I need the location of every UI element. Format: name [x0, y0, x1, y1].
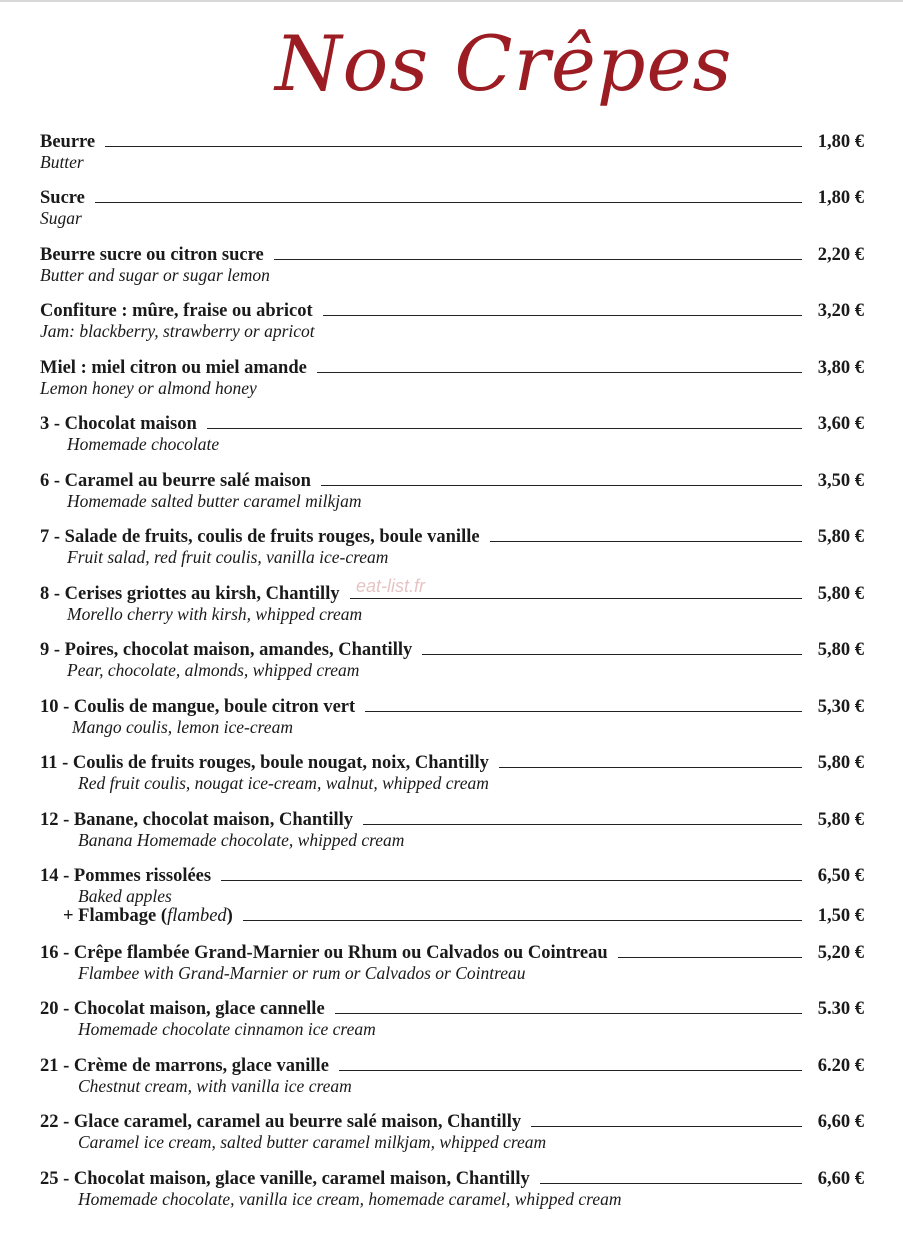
option-suffix: ) [226, 906, 233, 926]
item-name: 8 - Cerises griottes au kirsh, Chantilly [40, 584, 340, 604]
dotted-leader [531, 1126, 802, 1127]
item-name: Beurre sucre ou citron sucre [40, 245, 264, 265]
item-price: 5,20 € [817, 943, 864, 963]
item-price: 5.30 € [817, 999, 864, 1019]
item-name: 7 - Salade de fruits, coulis de fruits rouges, boule vanille [40, 527, 480, 547]
item-description: Fruit salad, red fruit coulis, vanilla ice-cream [67, 547, 389, 567]
dotted-leader [321, 485, 802, 486]
item-description: Baked apples [78, 886, 172, 906]
item-description: Sugar [40, 208, 82, 228]
dotted-leader [105, 146, 802, 147]
dotted-leader [422, 654, 802, 655]
flambage-option [40, 906, 864, 928]
menu-item-12 [40, 810, 864, 850]
dotted-leader [317, 372, 802, 373]
menu-item-11 [40, 753, 864, 793]
dotted-leader [243, 920, 802, 921]
item-name: 21 - Crème de marrons, glace vanille [40, 1056, 329, 1076]
menu-item-6 [40, 471, 864, 511]
menu-item-16 [40, 943, 864, 983]
item-price: 5,80 € [817, 753, 864, 773]
item-description: Flambee with Grand-Marnier or rum or Calvados or Cointreau [78, 963, 526, 983]
item-name: 10 - Coulis de mangue, boule citron vert [40, 697, 356, 717]
item-name: 20 - Chocolat maison, glace cannelle [40, 999, 325, 1019]
item-description: Butter and sugar or sugar lemon [40, 265, 270, 285]
dotted-leader [221, 880, 802, 881]
item-name: Miel : miel citron ou miel amande [40, 358, 307, 378]
option-price: 1,50 € [817, 906, 864, 926]
item-price: 3,60 € [817, 414, 864, 434]
menu-item-25 [40, 1169, 864, 1209]
dotted-leader [363, 824, 802, 825]
item-price: 6,60 € [817, 1169, 864, 1189]
page-title: Nos Crêpes [275, 19, 733, 108]
option-prefix: + Flambage ( [63, 906, 168, 926]
item-price: 3,20 € [817, 301, 864, 321]
item-name: Sucre [40, 188, 85, 208]
item-description: Banana Homemade chocolate, whipped cream [78, 830, 405, 850]
menu-item-sucre [40, 188, 864, 228]
dotted-leader [323, 315, 802, 316]
item-price: 6.20 € [817, 1056, 864, 1076]
item-name: Beurre [40, 132, 96, 152]
menu-item-10 [40, 697, 864, 737]
item-price: 2,20 € [817, 245, 864, 265]
item-price: 5,30 € [817, 697, 864, 717]
menu-item-7 [40, 527, 864, 567]
item-name: Confiture : mûre, fraise ou abricot [40, 301, 313, 321]
dotted-leader [540, 1183, 802, 1184]
menu-item-9 [40, 640, 864, 680]
item-description: Morello cherry with kirsh, whipped cream [67, 604, 363, 624]
dotted-leader [95, 202, 802, 203]
item-description: Red fruit coulis, nougat ice-cream, walnut, whipped cream [78, 773, 489, 793]
item-description: Homemade chocolate, vanilla ice cream, homemade caramel, whipped cream [78, 1189, 622, 1209]
menu-item-beurre-sucre [40, 245, 864, 285]
dotted-leader [350, 598, 802, 599]
item-name: 25 - Chocolat maison, glace vanille, caramel maison, Chantilly [40, 1169, 530, 1189]
item-description: Lemon honey or almond honey [40, 378, 257, 398]
dotted-leader [499, 767, 802, 768]
item-description: Mango coulis, lemon ice-cream [72, 717, 293, 737]
item-name: 12 - Banane, chocolat maison, Chantilly [40, 810, 353, 830]
item-price: 5,80 € [817, 527, 864, 547]
menu-item-14 [40, 866, 864, 928]
item-price: 6,50 € [817, 866, 864, 886]
dotted-leader [335, 1013, 802, 1014]
item-description: Homemade chocolate cinnamon ice cream [78, 1019, 376, 1039]
item-name: 11 - Coulis de fruits rouges, boule nougat, noix, Chantilly [40, 753, 489, 773]
dotted-leader [365, 711, 802, 712]
item-price: 3,80 € [817, 358, 864, 378]
item-name: 9 - Poires, chocolat maison, amandes, Chantilly [40, 640, 413, 660]
item-price: 1,80 € [817, 132, 864, 152]
menu-item-20 [40, 999, 864, 1039]
menu-item-beurre [40, 132, 864, 172]
item-price: 6,60 € [817, 1112, 864, 1132]
dotted-leader [274, 259, 802, 260]
item-name: 14 - Pommes rissolées [40, 866, 212, 886]
menu-item-8 [40, 584, 864, 624]
item-description: Pear, chocolate, almonds, whipped cream [67, 660, 360, 680]
item-price: 3,50 € [817, 471, 864, 491]
menu-item-21 [40, 1056, 864, 1096]
item-name: 22 - Glace caramel, caramel au beurre salé maison, Chantilly [40, 1112, 522, 1132]
menu-item-confiture [40, 301, 864, 341]
item-description: Homemade salted butter caramel milkjam [67, 491, 362, 511]
option-italic: flambed [167, 906, 227, 926]
item-name: 3 - Chocolat maison [40, 414, 197, 434]
menu-item-3 [40, 414, 864, 454]
dotted-leader [207, 428, 802, 429]
dotted-leader [618, 957, 802, 958]
item-price: 5,80 € [817, 810, 864, 830]
item-description: Butter [40, 152, 84, 172]
menu-item-miel [40, 358, 864, 398]
item-name: 16 - Crêpe flambée Grand-Marnier ou Rhum ou Calvados ou Cointreau [40, 943, 608, 963]
item-description: Jam: blackberry, strawberry or apricot [40, 321, 315, 341]
top-border [0, 0, 903, 2]
item-price: 5,80 € [817, 640, 864, 660]
item-price: 1,80 € [817, 188, 864, 208]
item-description: Homemade chocolate [67, 434, 220, 454]
item-description: Chestnut cream, with vanilla ice cream [78, 1076, 352, 1096]
item-description: Caramel ice cream, salted butter caramel milkjam, whipped cream [78, 1132, 547, 1152]
dotted-leader [339, 1070, 802, 1071]
watermark: eat-list.fr [356, 576, 426, 596]
option-name [63, 906, 233, 927]
menu-item-22 [40, 1112, 864, 1152]
dotted-leader [490, 541, 802, 542]
item-price: 5,80 € [817, 584, 864, 604]
item-name: 6 - Caramel au beurre salé maison [40, 471, 311, 491]
